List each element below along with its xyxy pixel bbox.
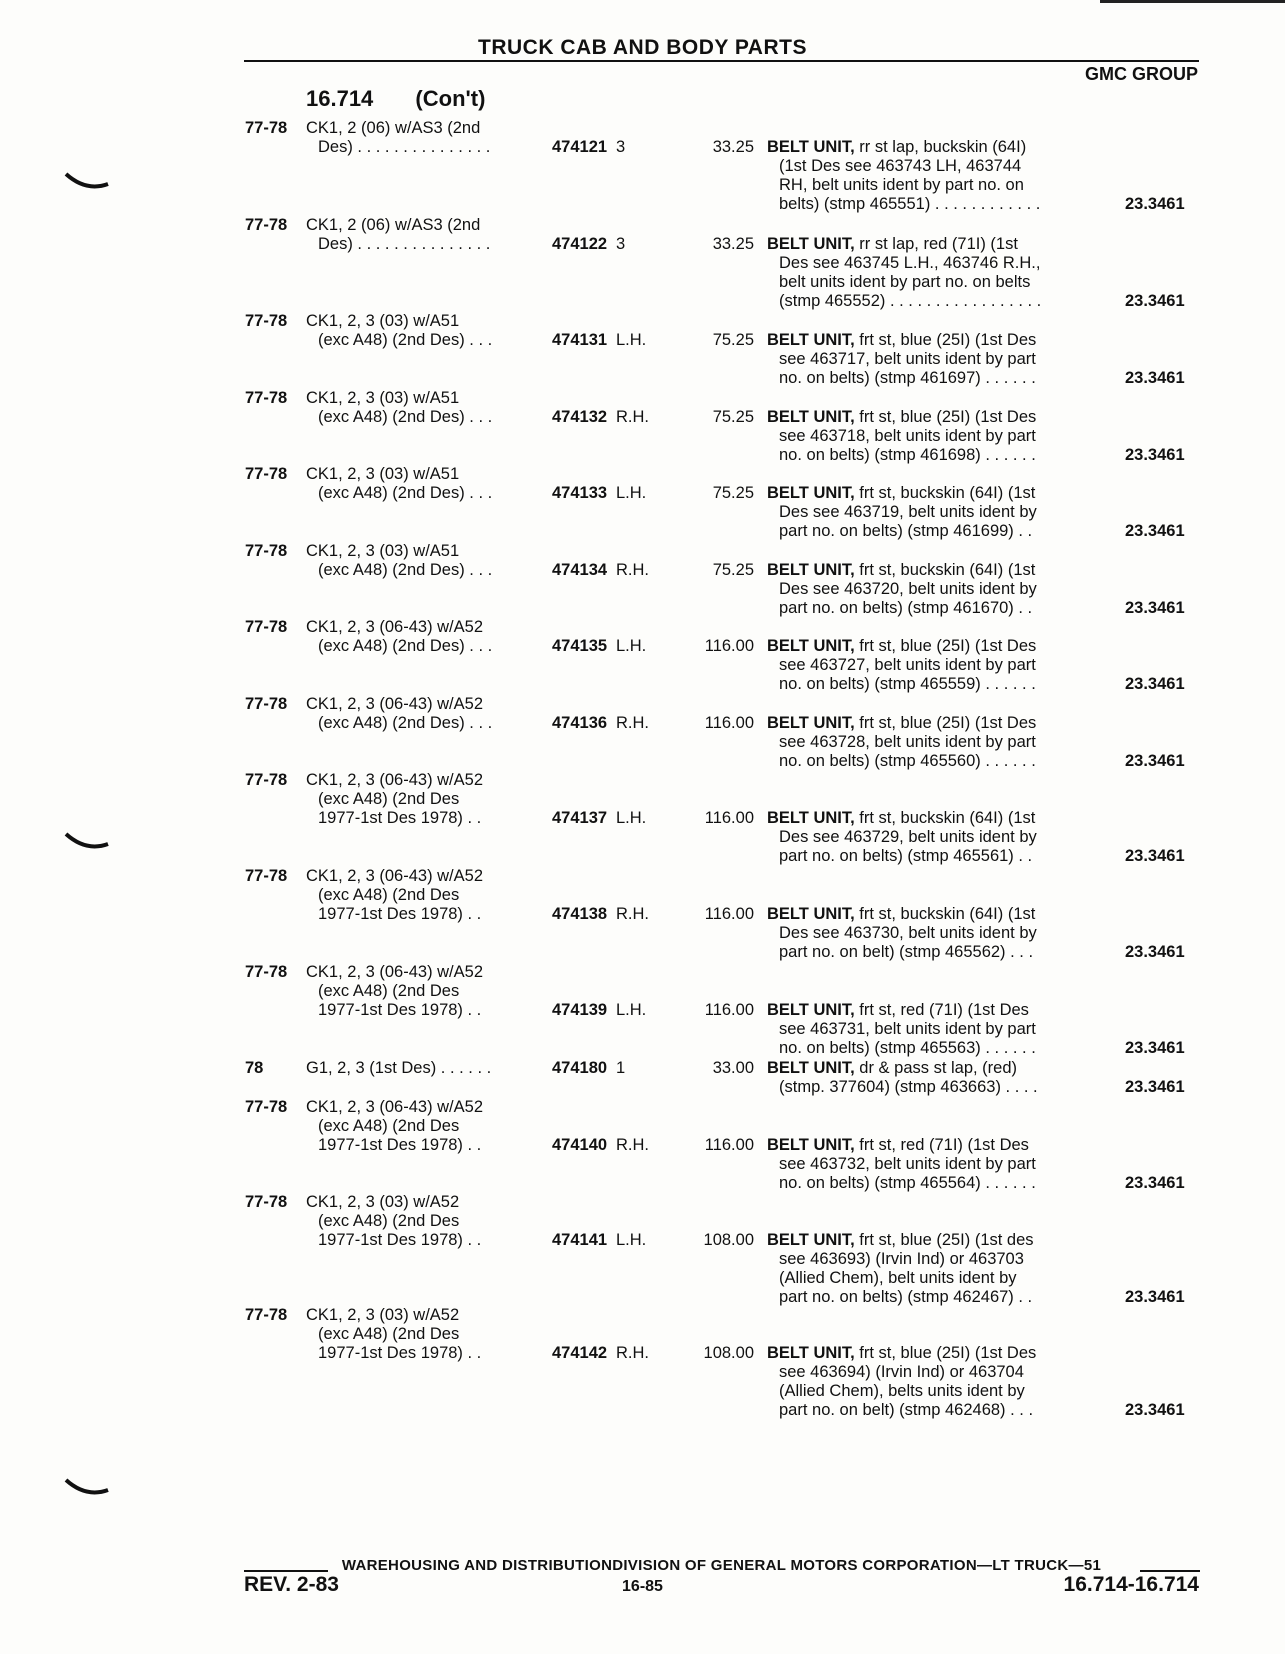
description-line: (Allied Chem), belt units ident by <box>779 1269 1017 1287</box>
quantity-or-side: R.H. <box>616 561 649 579</box>
model-line: CK1, 2, 3 (06-43) w/A52 <box>306 867 484 885</box>
quantity-or-side: R.H. <box>616 714 649 732</box>
group-number: 23.3461 <box>1125 599 1185 617</box>
description-item-name: BELT UNIT, <box>767 637 855 655</box>
footer-publisher-line: WAREHOUSING AND DISTRIBUTIONDIVISION OF GENERAL MOTORS CORPORATION—LT TRUCK—51 <box>341 1557 1102 1574</box>
description-text: frt st, blue (25I) (1st Des <box>859 331 1037 349</box>
description-line: Des see 463730, belt units ident by <box>779 924 1037 942</box>
quantity-or-side: R.H. <box>616 905 649 923</box>
part-number: 474122 <box>552 235 608 253</box>
description-line <box>767 1001 1087 1020</box>
model-line: (exc A48) (2nd Des) . . . <box>318 561 493 579</box>
part-number: 474137 <box>552 809 608 827</box>
model-line: CK1, 2 (06) w/AS3 (2nd <box>306 119 481 137</box>
part-number: 474180 <box>552 1059 608 1077</box>
description-line: part no. on belt) (stmp 462468) . . . <box>779 1401 1034 1419</box>
list-price: 75.25 <box>712 408 754 426</box>
description-text: rr st lap, red (71I) (1st <box>859 235 1018 253</box>
footer-section-range: 16.714-16.714 <box>1063 1573 1199 1596</box>
model-line: CK1, 2, 3 (06-43) w/A52 <box>306 618 484 636</box>
description-item-name: BELT UNIT, <box>767 331 855 349</box>
model-line: 1977-1st Des 1978) . . <box>318 1136 482 1154</box>
part-number: 474133 <box>552 484 608 502</box>
model-year: 77-78 <box>245 618 288 636</box>
model-line: CK1, 2 (06) w/AS3 (2nd <box>306 216 481 234</box>
model-year: 77-78 <box>245 771 288 789</box>
application-model <box>306 1193 528 1250</box>
description-text: frt st, blue (25I) (1st Des <box>859 637 1037 655</box>
model-line: CK1, 2, 3 (03) w/A51 <box>306 542 460 560</box>
quantity-or-side: L.H. <box>616 331 647 349</box>
description-line: (1st Des see 463743 LH, 463744 <box>779 157 1022 175</box>
model-line: 1977-1st Des 1978) . . <box>318 905 482 923</box>
model-year: 77-78 <box>245 542 288 560</box>
description-line: (stmp. 377604) (stmp 463663) . . . . <box>779 1078 1038 1096</box>
model-line: 1977-1st Des 1978) . . <box>318 1001 482 1019</box>
part-description <box>767 905 1087 962</box>
application-model <box>306 867 528 924</box>
list-price: 116.00 <box>704 905 754 923</box>
part-description <box>767 1001 1087 1058</box>
part-description <box>767 331 1087 388</box>
model-year: 77-78 <box>245 465 288 483</box>
description-text: dr & pass st lap, (red) <box>859 1059 1018 1077</box>
description-text: frt st, red (71I) (1st Des <box>859 1136 1029 1154</box>
model-line: CK1, 2, 3 (03) w/A52 <box>306 1193 460 1211</box>
description-item-name: BELT UNIT, <box>767 1344 855 1362</box>
description-line: belt units ident by part no. on belts <box>779 273 1031 291</box>
description-line <box>767 408 1087 427</box>
model-line: 1977-1st Des 1978) . . <box>318 1344 482 1362</box>
model-year: 77-78 <box>245 119 288 137</box>
model-line: 1977-1st Des 1978) . . <box>318 809 482 827</box>
description-line <box>767 1059 1087 1078</box>
list-price: 108.00 <box>703 1344 754 1362</box>
description-line <box>767 331 1087 350</box>
model-line: (exc A48) (2nd Des) . . . <box>318 331 493 349</box>
model-year: 77-78 <box>245 695 288 713</box>
part-number: 474138 <box>552 905 608 923</box>
group-number: 23.3461 <box>1125 369 1185 387</box>
description-line <box>767 1231 1087 1250</box>
group-number: 23.3461 <box>1125 446 1185 464</box>
description-text: frt st, blue (25I) (1st Des <box>859 1344 1037 1362</box>
quantity-or-side: L.H. <box>616 637 647 655</box>
model-line: CK1, 2, 3 (03) w/A51 <box>306 389 460 407</box>
list-price: 116.00 <box>704 1136 754 1154</box>
model-year: 77-78 <box>245 389 288 407</box>
description-line: RH, belt units ident by part no. on <box>779 176 1024 194</box>
page-title: TRUCK CAB AND BODY PARTS <box>478 36 807 59</box>
description-line: see 463717, belt units ident by part <box>779 350 1036 368</box>
application-model <box>306 1059 528 1078</box>
quantity-or-side: 1 <box>616 1059 626 1077</box>
description-text: frt st, buckskin (64I) (1st <box>859 561 1036 579</box>
part-number: 474131 <box>552 331 608 349</box>
model-line: CK1, 2, 3 (03) w/A52 <box>306 1306 460 1324</box>
description-line: see 463727, belt units ident by part <box>779 656 1036 674</box>
group-number: 23.3461 <box>1125 1288 1185 1306</box>
model-line: (exc A48) (2nd Des <box>318 982 460 1000</box>
description-line: part no. on belts) (stmp 461699) . . <box>779 522 1033 540</box>
model-year: 77-78 <box>245 963 288 981</box>
description-line <box>767 1344 1087 1363</box>
group-number: 23.3461 <box>1125 292 1185 310</box>
part-number: 474134 <box>552 561 608 579</box>
list-price: 75.25 <box>712 561 754 579</box>
part-number: 474141 <box>552 1231 608 1249</box>
description-line: part no. on belts) (stmp 465561) . . <box>779 847 1033 865</box>
part-description <box>767 138 1087 214</box>
description-line <box>767 484 1087 503</box>
quantity-or-side: R.H. <box>616 1136 649 1154</box>
quantity-or-side: 3 <box>616 235 626 253</box>
list-price: 116.00 <box>704 714 754 732</box>
description-text: frt st, blue (25I) (1st Des <box>859 408 1037 426</box>
description-item-name: BELT UNIT, <box>767 905 855 923</box>
description-line: no. on belts) (stmp 461698) . . . . . . <box>779 446 1036 464</box>
description-line <box>767 561 1087 580</box>
quantity-or-side: L.H. <box>616 1001 647 1019</box>
description-text: frt st, buckskin (64I) (1st <box>859 905 1036 923</box>
model-year: 77-78 <box>245 216 288 234</box>
description-line <box>767 714 1087 733</box>
description-line: see 463731, belt units ident by part <box>779 1020 1036 1038</box>
model-line: (exc A48) (2nd Des <box>318 1212 460 1230</box>
group-number: 23.3461 <box>1125 752 1185 770</box>
model-line: (exc A48) (2nd Des <box>318 1117 460 1135</box>
part-number: 474140 <box>552 1136 608 1154</box>
description-line: (Allied Chem), belts units ident by <box>779 1382 1025 1400</box>
description-line <box>767 235 1087 254</box>
description-item-name: BELT UNIT, <box>767 714 855 732</box>
description-line: no. on belts) (stmp 465564) . . . . . . <box>779 1174 1036 1192</box>
application-model <box>306 465 528 503</box>
description-line: no. on belts) (stmp 461697) . . . . . . <box>779 369 1036 387</box>
part-number: 474132 <box>552 408 608 426</box>
description-item-name: BELT UNIT, <box>767 1231 855 1249</box>
part-number: 474139 <box>552 1001 608 1019</box>
description-text: rr st lap, buckskin (64I) <box>859 138 1027 156</box>
description-line <box>767 138 1087 157</box>
description-item-name: BELT UNIT, <box>767 138 855 156</box>
model-line: CK1, 2, 3 (06-43) w/A52 <box>306 963 484 981</box>
description-line: no. on belts) (stmp 465563) . . . . . . <box>779 1039 1036 1057</box>
description-line: no. on belts) (stmp 465560) . . . . . . <box>779 752 1036 770</box>
list-price: 108.00 <box>703 1231 754 1249</box>
description-text: frt st, blue (25I) (1st des <box>859 1231 1034 1249</box>
model-line: CK1, 2, 3 (03) w/A51 <box>306 465 460 483</box>
description-line: see 463728, belt units ident by part <box>779 733 1036 751</box>
model-line: (exc A48) (2nd Des) . . . <box>318 637 493 655</box>
list-price: 33.25 <box>712 235 754 253</box>
description-item-name: BELT UNIT, <box>767 1136 855 1154</box>
model-year: 77-78 <box>245 312 288 330</box>
group-number: 23.3461 <box>1125 943 1185 961</box>
quantity-or-side: 3 <box>616 138 626 156</box>
group-number: 23.3461 <box>1125 522 1185 540</box>
description-item-name: BELT UNIT, <box>767 408 855 426</box>
list-price: 116.00 <box>704 637 754 655</box>
application-model <box>306 963 528 1020</box>
description-item-name: BELT UNIT, <box>767 809 855 827</box>
application-model <box>306 542 528 580</box>
description-line <box>767 1136 1087 1155</box>
description-line: see 463693) (Irvin Ind) or 463703 <box>779 1250 1024 1268</box>
section-continued: (Con't) <box>415 86 486 111</box>
group-number: 23.3461 <box>1125 1078 1185 1096</box>
application-model <box>306 312 528 350</box>
description-line: part no. on belts) (stmp 461670) . . <box>779 599 1033 617</box>
group-number: 23.3461 <box>1125 675 1185 693</box>
description-item-name: BELT UNIT, <box>767 235 855 253</box>
model-line: Des) . . . . . . . . . . . . . . . <box>318 235 491 253</box>
part-number: 474135 <box>552 637 608 655</box>
description-text: frt st, red (71I) (1st Des <box>859 1001 1029 1019</box>
description-line <box>767 809 1087 828</box>
part-number: 474136 <box>552 714 608 732</box>
quantity-or-side: R.H. <box>616 1344 649 1362</box>
group-number: 23.3461 <box>1125 1174 1185 1192</box>
list-price: 75.25 <box>712 484 754 502</box>
part-description <box>767 1136 1087 1193</box>
application-model <box>306 1098 528 1155</box>
quantity-or-side: R.H. <box>616 408 649 426</box>
application-model <box>306 119 528 157</box>
quantity-or-side: L.H. <box>616 484 647 502</box>
group-number: 23.3461 <box>1125 1039 1185 1057</box>
part-description <box>767 637 1087 694</box>
model-year: 77-78 <box>245 1193 288 1211</box>
part-description <box>767 1059 1087 1097</box>
part-description <box>767 1231 1087 1307</box>
part-description <box>767 235 1087 311</box>
description-line: part no. on belt) (stmp 465562) . . . <box>779 943 1034 961</box>
description-line: see 463732, belt units ident by part <box>779 1155 1036 1173</box>
model-line: 1977-1st Des 1978) . . <box>318 1231 482 1249</box>
part-description <box>767 809 1087 866</box>
part-description <box>767 484 1087 541</box>
model-line: (exc A48) (2nd Des <box>318 886 460 904</box>
description-line: part no. on belts) (stmp 462467) . . <box>779 1288 1033 1306</box>
model-line: (exc A48) (2nd Des <box>318 1325 460 1343</box>
description-text: frt st, buckskin (64I) (1st <box>859 809 1036 827</box>
description-item-name: BELT UNIT, <box>767 1059 855 1077</box>
application-model <box>306 389 528 427</box>
model-year: 77-78 <box>245 1306 288 1324</box>
group-label: GMC GROUP <box>1084 64 1198 84</box>
description-text: frt st, blue (25I) (1st Des <box>859 714 1037 732</box>
section-number: 16.714 <box>306 86 374 111</box>
part-number: 474121 <box>552 138 608 156</box>
model-line: G1, 2, 3 (1st Des) . . . . . . <box>306 1059 492 1077</box>
description-line: Des see 463720, belt units ident by <box>779 580 1037 598</box>
model-line: Des) . . . . . . . . . . . . . . . <box>318 138 491 156</box>
description-line: see 463718, belt units ident by part <box>779 427 1036 445</box>
application-model <box>306 618 528 656</box>
part-description <box>767 408 1087 465</box>
model-line: (exc A48) (2nd Des <box>318 790 460 808</box>
application-model <box>306 1306 528 1363</box>
description-line: no. on belts) (stmp 465559) . . . . . . <box>779 675 1036 693</box>
part-description <box>767 1344 1087 1420</box>
description-text: frt st, buckskin (64I) (1st <box>859 484 1036 502</box>
description-line: Des see 463745 L.H., 463746 R.H., <box>779 254 1041 272</box>
application-model <box>306 216 528 254</box>
model-year: 78 <box>245 1059 264 1077</box>
model-line: (exc A48) (2nd Des) . . . <box>318 714 493 732</box>
model-line: CK1, 2, 3 (03) w/A51 <box>306 312 460 330</box>
list-price: 33.25 <box>712 138 754 156</box>
description-line: Des see 463719, belt units ident by <box>779 503 1037 521</box>
model-line: CK1, 2, 3 (06-43) w/A52 <box>306 771 484 789</box>
group-number: 23.3461 <box>1125 847 1185 865</box>
list-price: 33.00 <box>712 1059 754 1077</box>
description-line: see 463694) (Irvin Ind) or 463704 <box>779 1363 1024 1381</box>
footer-page-number: 16-85 <box>622 1578 663 1595</box>
application-model <box>306 695 528 733</box>
quantity-or-side: L.H. <box>616 1231 647 1249</box>
footer-revision: REV. 2-83 <box>244 1573 339 1596</box>
model-line: CK1, 2, 3 (06-43) w/A52 <box>306 1098 484 1116</box>
model-year: 77-78 <box>245 1098 288 1116</box>
part-description <box>767 561 1087 618</box>
description-item-name: BELT UNIT, <box>767 1001 855 1019</box>
description-item-name: BELT UNIT, <box>767 484 855 502</box>
group-number: 23.3461 <box>1125 1401 1185 1419</box>
list-price: 116.00 <box>704 1001 754 1019</box>
description-line: (stmp 465552) . . . . . . . . . . . . . . . . . <box>779 292 1042 310</box>
part-description <box>767 714 1087 771</box>
description-line: Des see 463729, belt units ident by <box>779 828 1037 846</box>
model-line: (exc A48) (2nd Des) . . . <box>318 484 493 502</box>
group-number: 23.3461 <box>1125 195 1185 213</box>
model-line: CK1, 2, 3 (06-43) w/A52 <box>306 695 484 713</box>
list-price: 116.00 <box>704 809 754 827</box>
model-line: (exc A48) (2nd Des) . . . <box>318 408 493 426</box>
description-line: belts) (stmp 465551) . . . . . . . . . . . . <box>779 195 1041 213</box>
description-item-name: BELT UNIT, <box>767 561 855 579</box>
application-model <box>306 771 528 828</box>
quantity-or-side: L.H. <box>616 809 647 827</box>
model-year: 77-78 <box>245 867 288 885</box>
description-line <box>767 637 1087 656</box>
list-price: 75.25 <box>712 331 754 349</box>
description-line <box>767 905 1087 924</box>
part-number: 474142 <box>552 1344 608 1362</box>
